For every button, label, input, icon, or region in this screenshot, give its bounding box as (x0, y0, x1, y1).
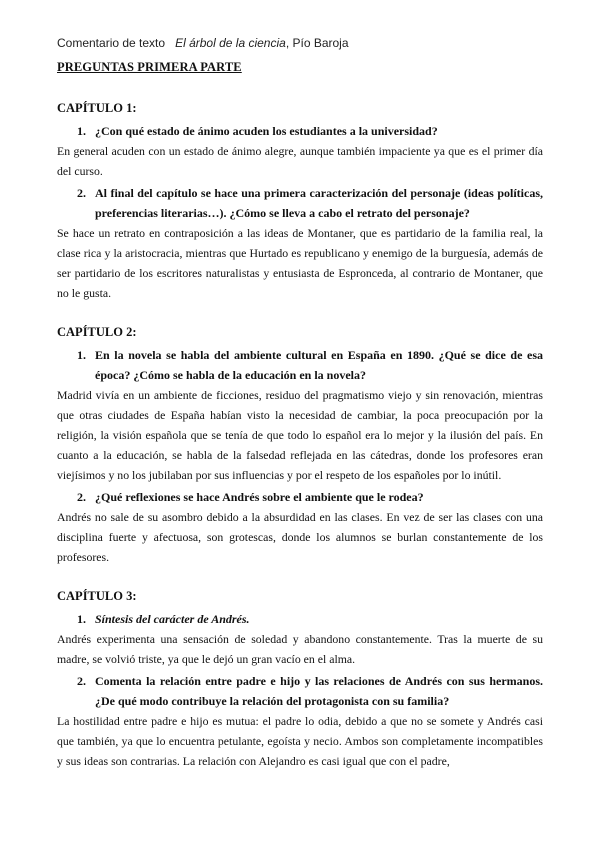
question (77, 487, 543, 507)
question-text: ¿Qué reflexiones se hace Andrés sobre el ambiente que le rodea? (95, 490, 424, 504)
question-number: 1. (77, 612, 86, 626)
chapter-section (57, 325, 543, 567)
chapters-container (57, 101, 543, 771)
question-number: 1. (77, 124, 86, 138)
question (77, 183, 543, 223)
question-text: Comenta la relación entre padre e hijo y las relaciones de Andrés con sus hermanos. ¿De qué modo contribuye la relación del protagonista con su familia? (95, 674, 543, 708)
chapter-section (57, 101, 543, 303)
chapter-title: CAPÍTULO 1: (57, 101, 137, 115)
answer-text: La hostilidad entre padre e hijo es mutua: el padre lo odia, debido a que no se somete y Andrés casi que también, ya que lo encuentra petulante, egoísta y necio. Ambos son completamente incompatibles y sus ideas son contrarias. La relación con Alejandro es casi igual que con el padre, (57, 714, 543, 768)
document-header (57, 36, 543, 50)
answer-text: Madrid vivía en un ambiente de ficciones, residuo del pragmatismo viejo y sin renovación, mientras que otras ciudades de España habían visto la necesidad de cambiar, la poca preocupación por la religión, la visión española que se tenía de que todo lo español era lo mejor y la ilusión del país. En cuanto a la educación, se habla de la falsedad reflejada en las cátedras, donde los profesores eran viejísimos y no los jubilaban por sus influencias y por el respeto de los españoles por lo inútil. (57, 388, 543, 482)
question (77, 671, 543, 711)
chapter-section (57, 589, 543, 771)
answer-text: En general acuden con un estado de ánimo alegre, aunque también impaciente ya que es el primer día del curso. (57, 144, 543, 178)
chapter-title: CAPÍTULO 3: (57, 589, 137, 603)
chapter-title: CAPÍTULO 2: (57, 325, 137, 339)
question-text: Al final del capítulo se hace una primera caracterización del personaje (ideas políticas, preferencias literarias…). ¿Cómo se lleva a cabo el retrato del personaje? (95, 186, 543, 220)
header-work-title: El árbol de la ciencia (175, 36, 286, 50)
question-number: 2. (77, 490, 86, 504)
page-title: PREGUNTAS PRIMERA PARTE (57, 60, 242, 74)
answer-text: Se hace un retrato en contraposición a las ideas de Montaner, que es partidario de la familia real, la clase rica y la aristocracia, mientras que Hurtado es republicano y enemigo de la burguesía, además de ser partidario de los escritores naturalistas y entusiasta de Espronceda, al contrario de Montaner, que no le gusta. (57, 226, 543, 300)
question (77, 121, 543, 141)
question-number: 2. (77, 674, 86, 688)
question-number: 2. (77, 186, 86, 200)
answer-text: Andrés experimenta una sensación de soledad y abandono constantemente. Tras la muerte de su madre, se volvió triste, ya que le dejó un gran vacío en el alma. (57, 632, 543, 666)
question-text: En la novela se habla del ambiente cultural en España en 1890. ¿Qué se dice de esa época? ¿Cómo se habla de la educación en la novela? (95, 348, 543, 382)
question-text: Síntesis del carácter de Andrés. (95, 612, 250, 626)
answer-text: Andrés no sale de su asombro debido a la absurdidad en las clases. En vez de ser las clases con una disciplina fuerte y afectuosa, son grotescas, donde los alumnos se burlan constantemente de los profesores. (57, 510, 543, 564)
header-author: , Pío Baroja (285, 36, 349, 50)
header-prefix: Comentario de texto (57, 36, 166, 50)
question (77, 345, 543, 385)
question-number: 1. (77, 348, 86, 362)
question (77, 609, 543, 629)
question-text: ¿Con qué estado de ánimo acuden los estudiantes a la universidad? (95, 124, 438, 138)
